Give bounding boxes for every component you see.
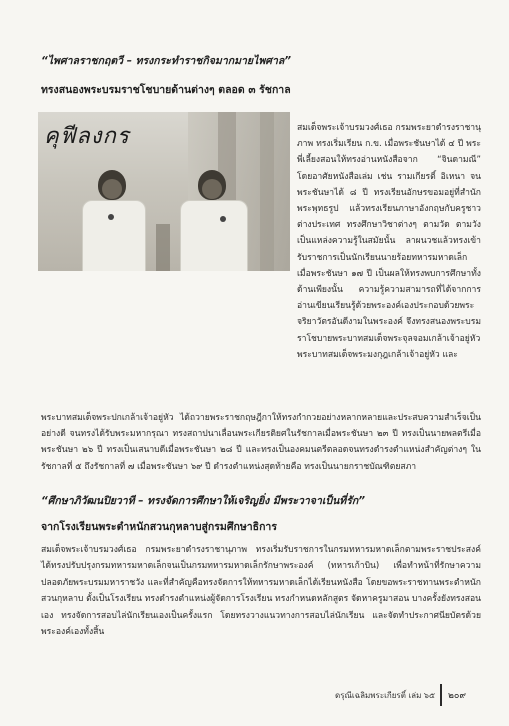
page-number: ๒๐๙: [448, 691, 467, 701]
section-subheading: ทรงสนองพระบรมราชโชบายด้านต่างๆ ตลอด ๓ รัชกาล: [41, 84, 291, 96]
footer-divider: [440, 684, 442, 706]
photo-chair: [156, 224, 170, 271]
photo-person-right: [174, 170, 252, 271]
body-paragraph-2: สมเด็จพระเจ้าบรมวงศ์เธอ กรมพระยาดำรงราชานุภาพ ทรงเริ่มรับราชการในกรมทหารมหาดเล็กตามพระราชประสงค์ ได้ทรงปรับปรุงกรมทหารมหาดเล็กจนเป็นกรมทหารมหาดเล็กรักษาพระองค์ (ทหารเก้าบิน) เพื่อทำหน้าที่รักษาความปลอดภัยพระบรมมหาราชวัง และที่สำคัญคือทรงจัดการให้ทหารมหาดเล็กได้เรียนหนังสือ โดยขอพระราชทานพระตำหนักสวนกุหลาบ ตั้งเป็นโรงเรียน ทรงดำรงตำแหน่งผู้จัดการโรงเรียน ทรงกำหนดหลักสูตร จัดหาครูมาสอน บางครั้งยังทรงสอนเอง ทรงจัดการสอบไล่นักเรียนเองเป็นครั้งแรก โดยทรงวางแนวทางการสอบไล่นักเรียน และจัดทำประกาศนียบัตรด้วยพระองค์เองทั้งสิ้น: [41, 545, 481, 638]
handwritten-caption: คุฟีลงกร: [44, 124, 130, 149]
body-paragraph-right: สมเด็จพระเจ้าบรมวงศ์เธอ กรมพระยาดำรงราชานุภาพ ทรงเริ่มเรียน ก.ข. เมื่อพระชันษาได้ ๔ ปี พระพี่เลี้ยงสอนให้ทรงอ่านหนังสือจาก “จินดามณี” โดยอาศัยหนังสือเล่ม เช่น รามเกียรติ์ อิเหนา จนพระชันษาได้ ๘ ปี ทรงเรียนอักษรขอมอยู่ที่สำนักพระพุทธรูป แล้วทรงเรียนภาษาอังกฤษกับครูชาวต่างประเทศ ทรงศึกษาวิชาต่างๆ ตามวัด ตามวัง เป็นแหล่งความรู้ในสมัยนั้น ลาผนวชแล้วทรงเข้ารับราชการเป็นนักเรียนนายร้อยทหารมหาดเล็กเมื่อพระชันษา ๑๗ ปี เป็นผลให้ทรงพบการศึกษาทั้งด้านเพียงนั้น ความรู้ความสามารถที่ได้จากการอ่านเขียนเรียนรู้ด้วยพระองค์เองประกอบด้วยพระจริยาวัตรอันดีงามในพระองค์ จึงทรงสนองพระบรมราโชบายพระบาทสมเด็จพระจุลจอมเกล้าเจ้าอยู่หัว พระบาทสมเด็จพระมงกุฎเกล้าเจ้าอยู่หัว และ: [297, 123, 481, 360]
section-heading-italic: “ไพศาลราชกฤตวี – ทรงกระทำราชกิจมากมายไพศาล”: [41, 55, 292, 67]
footer-book-title: ดรุณีเฉลิมพระเกียรติ์ เล่ม ๖๕: [335, 691, 436, 700]
body-paragraph-continued: พระบาทสมเด็จพระปกเกล้าเจ้าอยู่หัว ได้ถวายพระราชกฤษฎีกาให้ทรงกำกวยอย่างหลากหลายและประสบความสำเร็จเป็นอย่างดี จนทรงได้รับพระมหากรุณา ทรงสถาปนาเลื่อนพระเกียรติยศในรัชกาลเมื่อพระชันษา ๒๓ ปี ทรงเป็นนายพลตรีเมื่อพระชันษา ๒๖ ปี ทรงเป็นเสนาบดีเมื่อพระชันษา ๒๘ ปี และทรงเป็นองคมนตรีตลอดจนทรงดำรงตำแหน่งสำคัญต่างๆ ในรัชกาลที่ ๕ ถึงรัชกาลที่ ๗ เมื่อพระชันษา ๖๙ ปี ดำรงตำแหน่งสุดท้ายคือ ทรงเป็นนายกราชบัณฑิตยสภา: [41, 413, 481, 472]
historical-photo: [38, 112, 290, 271]
photo-pillar: [260, 112, 274, 271]
photo-person-left: [78, 170, 148, 271]
section-heading-italic-2: “ศึกษาภิวัฒนปิยวาที – ทรงจัดการศึกษาให้เจริญยิ่ง มีพระวาจาเป็นที่รัก”: [41, 495, 365, 507]
section-subheading-2: จากโรงเรียนพระตำหนักสวนกุหลาบสู่กรมศึกษาธิการ: [41, 521, 277, 533]
